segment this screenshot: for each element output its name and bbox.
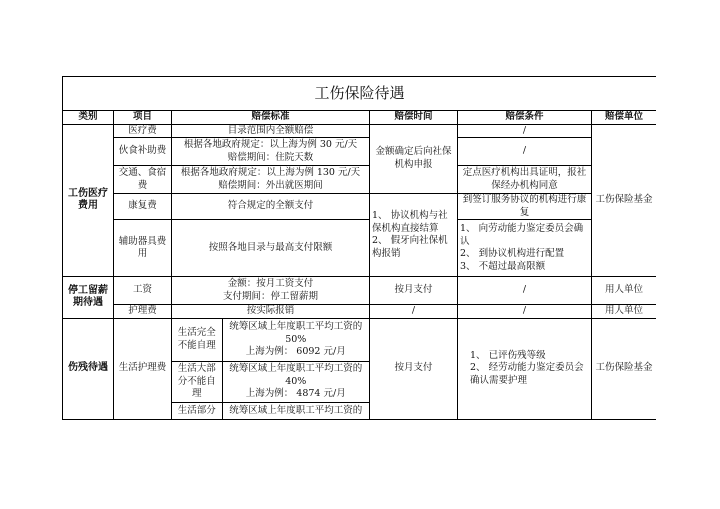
care-pct: 50% [285, 333, 307, 345]
item-care-fee: 生活护理费 [114, 318, 172, 419]
condition-assistive-item: 1、 向劳动能力鉴定委员会确认 [460, 223, 584, 247]
header-time: 赔偿时间 [370, 111, 458, 125]
payer-care-fee: 工伤保险基金 [592, 318, 657, 419]
category-medical: 工伤医疗费用 [63, 124, 114, 277]
header-item: 项目 [114, 111, 172, 125]
payer-nursing-fee: 用人单位 [592, 305, 657, 319]
item-meal-allowance: 伙食补助费 [114, 138, 172, 166]
condition-wage: / [458, 277, 592, 305]
condition-assistive-item: 3、 不超过最高限额 [460, 260, 546, 272]
item-wage: 工资 [114, 277, 172, 305]
care-level-partial: 生活部分 [172, 403, 222, 419]
category-disability: 伤残待遇 [63, 318, 114, 419]
time-wage: 按月支付 [370, 277, 458, 305]
standard-assistive-device: 按照各地目录与最高支付限额 [172, 220, 370, 277]
care-standard-partial [222, 403, 369, 419]
care-standard-full [222, 319, 369, 362]
condition-assistive-list [458, 220, 592, 277]
care-pct: 40% [285, 375, 307, 387]
condition-care-fee [458, 318, 592, 419]
benefits-table [62, 76, 656, 420]
standard-nursing-fee: 按实际报销 [172, 305, 370, 319]
care-standard-most [222, 362, 369, 403]
time-care-fee: 按月支付 [370, 318, 458, 419]
table-title: 工伤保险待遇 [63, 77, 657, 111]
condition-assistive-item: 2、 到协议机构进行配置 [460, 248, 565, 259]
payer-medical: 工伤保险基金 [592, 124, 657, 277]
care-levels [172, 318, 370, 419]
condition-care-item: 1、 已评伤残等级 [470, 349, 546, 361]
category-stop-pay: 停工留薪期待遇 [63, 277, 114, 319]
item-rehab-fee: 康复费 [114, 194, 172, 220]
standard-medical-fee: 目录范围内全额赔偿 [172, 124, 370, 138]
time-nursing-fee: / [370, 305, 458, 319]
condition-care-item: 2、 经劳动能力鉴定委员会确认需要护理 [470, 362, 584, 386]
condition-travel-lodging: 定点医疗机构出具证明，报社保经办机构同意 [458, 166, 592, 194]
item-nursing-fee: 护理费 [114, 305, 172, 319]
time-assistive-item: 1、 协议机构与社保机构直接结算 [372, 210, 448, 234]
header-standard: 赔偿标准 [172, 111, 370, 125]
condition-meal-allowance: / [458, 138, 592, 166]
item-travel-lodging: 交通、食宿费 [114, 166, 172, 194]
header-conditions: 赔偿条件 [458, 111, 592, 125]
time-medical: 金额确定后向社保机构申报 [370, 124, 458, 194]
care-level-full: 生活完全不能自理 [172, 319, 222, 362]
care-level-most: 生活大部分不能自理 [172, 362, 222, 403]
condition-nursing-fee: / [458, 305, 592, 319]
standard-travel-lodging: 根据各地政府规定：以上海为例 130 元/天 赔偿期间：外出就医期间 [172, 166, 370, 194]
item-assistive-device: 辅助器具费用 [114, 220, 172, 277]
care-example: 上海为例： 6092 元/月 [245, 346, 346, 357]
care-example: 上海为例： 4874 元/月 [245, 388, 346, 400]
header-payer: 赔偿单位 [592, 111, 657, 125]
standard-meal-allowance: 根据各地政府规定：以上海为例 30 元/天 赔偿期间：住院天数 [172, 138, 370, 166]
standard-rehab-fee: 符合规定的全额支付 [172, 194, 370, 220]
header-category: 类别 [63, 111, 114, 125]
document-page [62, 76, 656, 496]
item-medical-fee: 医疗费 [114, 124, 172, 138]
time-assistive-list [370, 194, 458, 277]
standard-wage: 金额：按月工资支付 支付期间：停工留薪期 [172, 277, 370, 305]
care-line: 统筹区域上年度职工平均工资的 [229, 404, 363, 416]
time-assistive-item: 2、 假牙向社保机构报销 [372, 235, 448, 259]
care-line: 统筹区域上年度职工平均工资的 [229, 321, 363, 332]
payer-wage: 用人单位 [592, 277, 657, 305]
care-line: 统筹区域上年度职工平均工资的 [229, 363, 363, 375]
condition-medical-fee: / [458, 124, 592, 138]
condition-rehab-fee: 到签订服务协议的机构进行康复 [458, 194, 592, 220]
